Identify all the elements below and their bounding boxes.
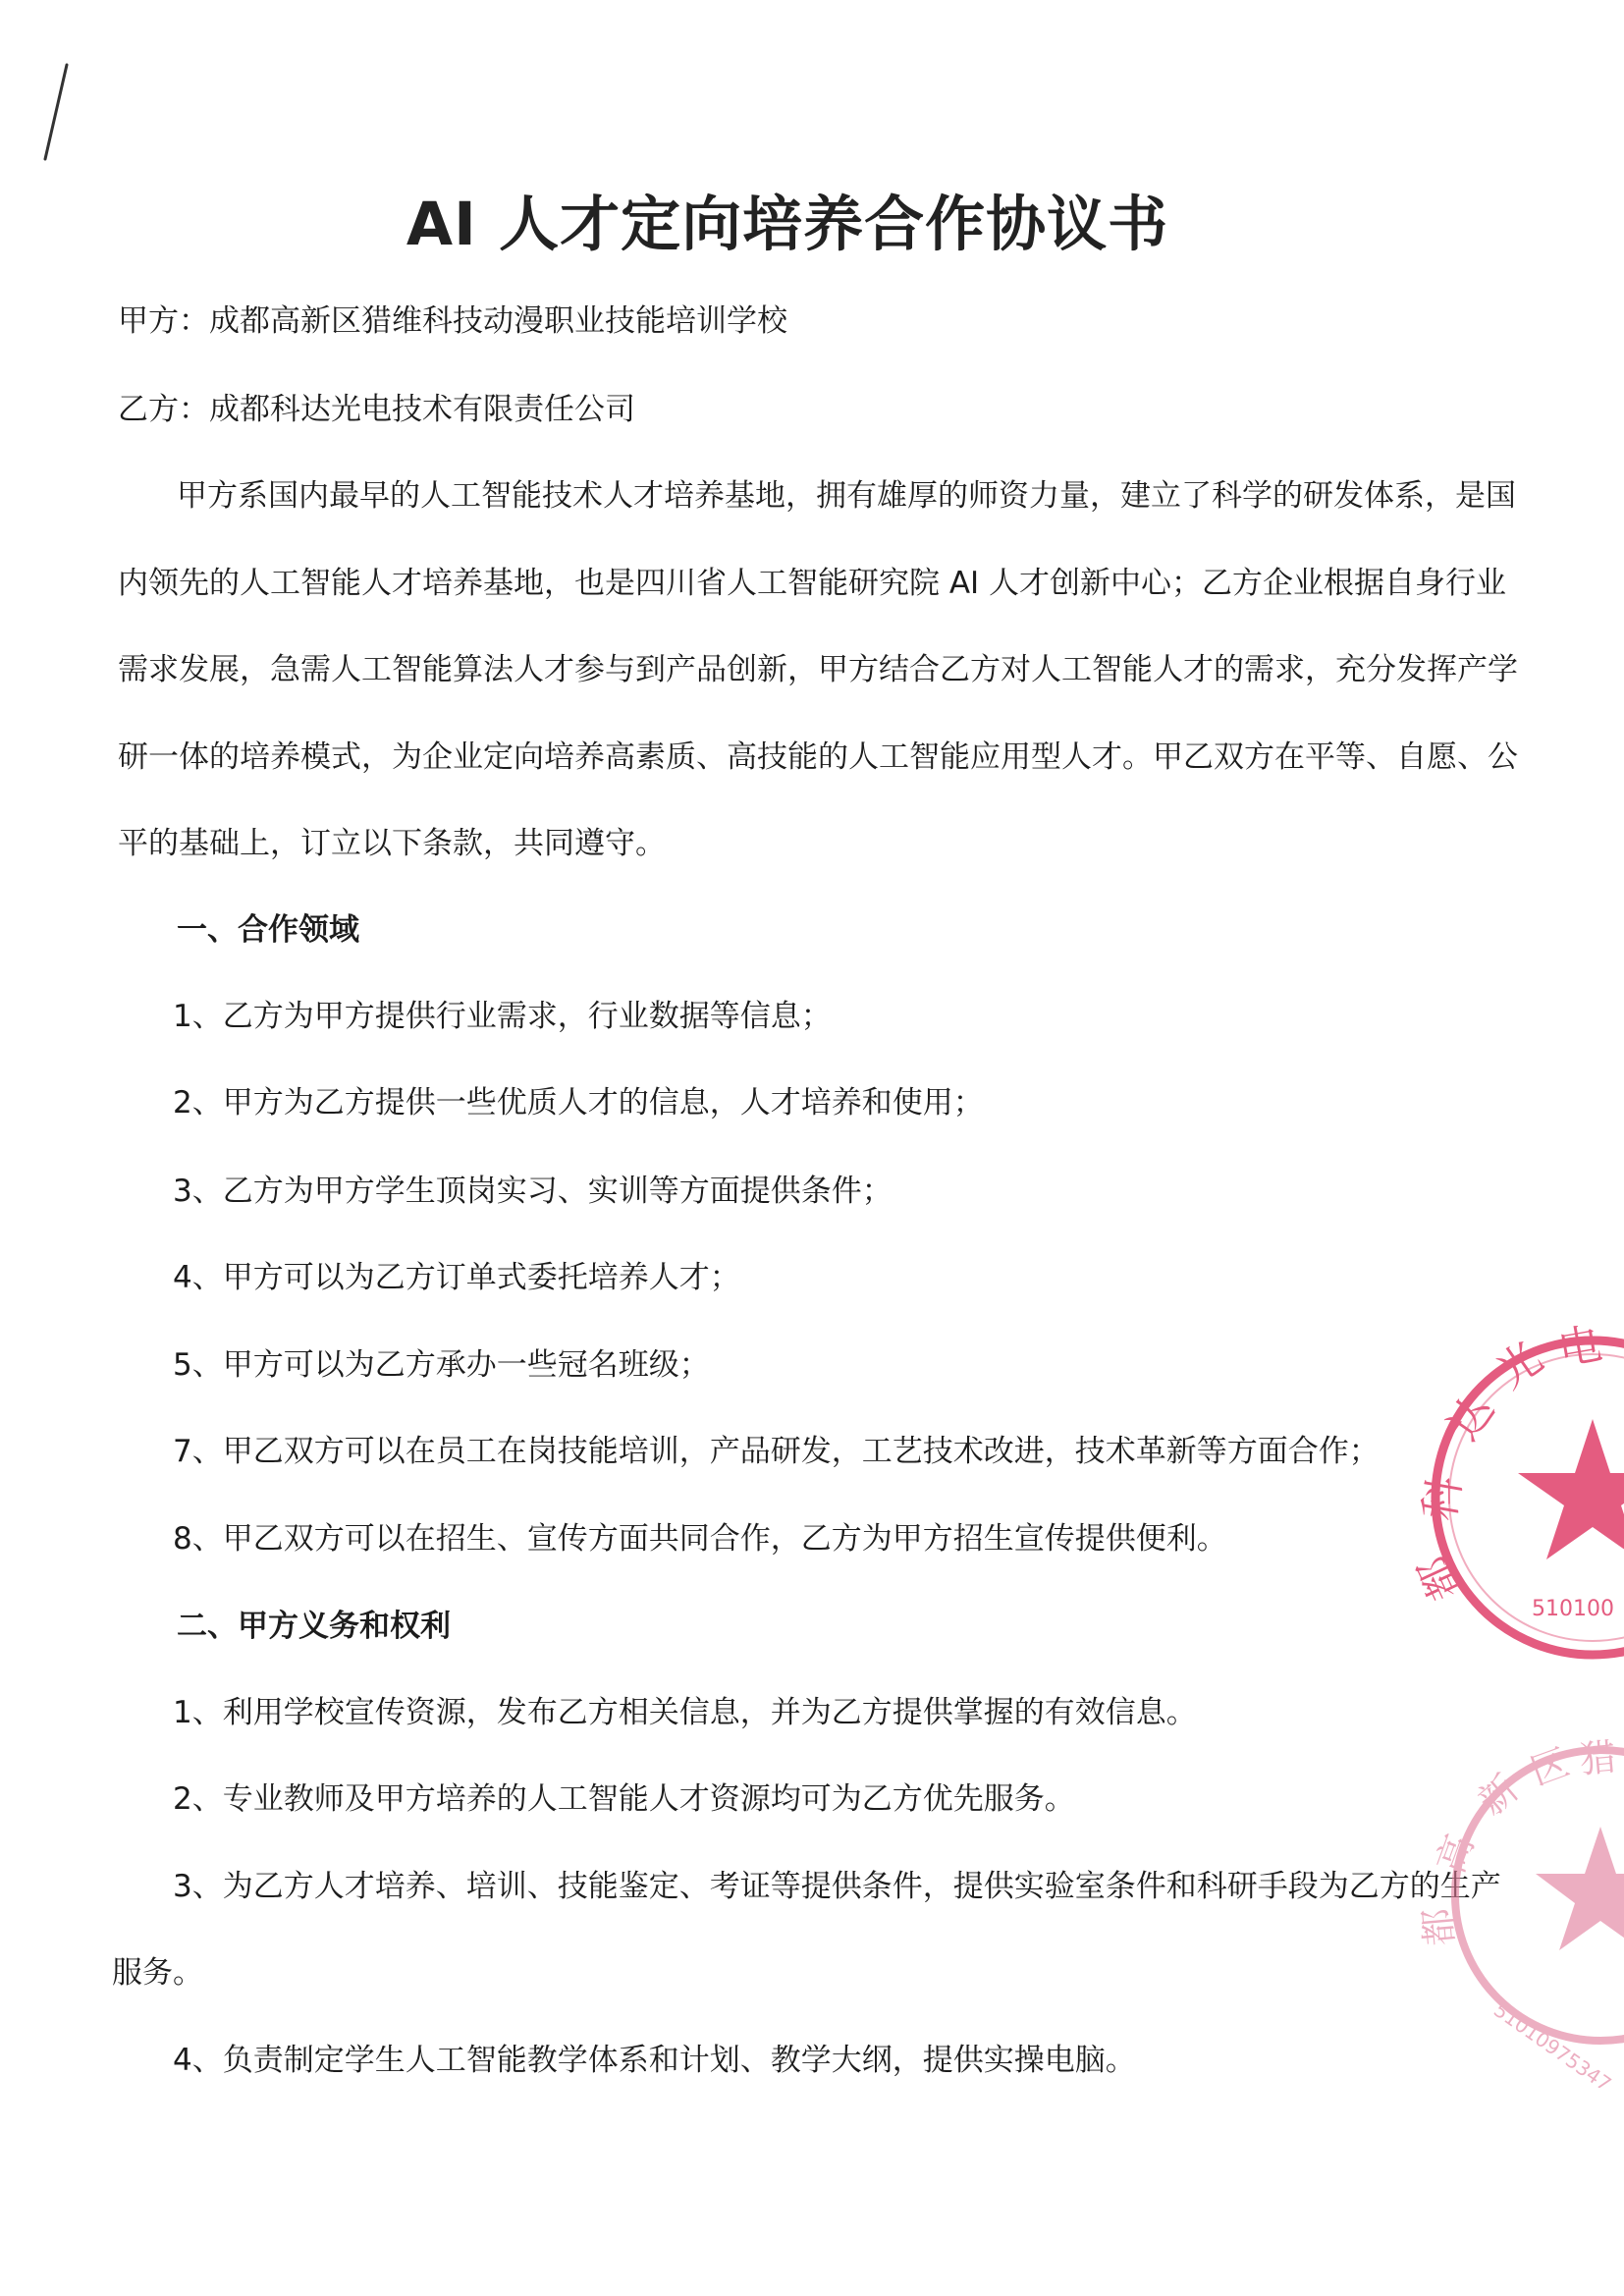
- section-heading-party-a-obligations: 二、甲方义务和权利: [177, 1609, 451, 1644]
- list-item: 5、甲方可以为乙方承办一些冠名班级；: [173, 1347, 710, 1383]
- company-seal-stamp: [1409, 1318, 1624, 1660]
- list-item: 8、甲乙双方可以在招生、宣传方面共同合作，乙方为甲方招生宣传提供便利。: [173, 1521, 1227, 1557]
- svg-text:电: 电: [1554, 1318, 1606, 1376]
- svg-text:都: 都: [1415, 1906, 1462, 1948]
- preamble-line: 需求发展，急需人工智能算法人才参与到产品创新，甲方结合乙方对人工智能人才的需求，充分发挥产学: [118, 652, 1518, 687]
- svg-text:科: 科: [1414, 1472, 1472, 1524]
- list-item: 1、利用学校宣传资源，发布乙方相关信息，并为乙方提供掌握的有效信息。: [173, 1695, 1197, 1730]
- svg-text:猎: 猎: [1577, 1734, 1619, 1781]
- list-item: 4、甲方可以为乙方订单式委托培养人才；: [173, 1260, 740, 1295]
- svg-text:51010975347: 51010975347: [1489, 1997, 1616, 2097]
- preamble-line: 内领先的人工智能人才培养基地，也是四川省人工智能研究院 AI 人才创新中心；乙方企业根据自身行业: [118, 566, 1507, 601]
- list-item: 1、乙方为甲方提供行业需求，行业数据等信息；: [173, 999, 832, 1034]
- list-item-continuation: 服务。: [112, 1955, 203, 1991]
- preamble-line: 研一体的培养模式，为企业定向培养高素质、高技能的人工智能应用型人才。甲乙双方在平等、自愿、公: [118, 739, 1518, 775]
- list-item: 7、甲乙双方可以在员工在岗技能培训，产品研发，工艺技术改进，技术革新等方面合作；: [173, 1434, 1380, 1469]
- list-item: 2、专业教师及甲方培养的人工智能人才资源均可为乙方优先服务。: [173, 1781, 1075, 1817]
- svg-text:达: 达: [1438, 1386, 1505, 1450]
- school-seal-stamp: [1415, 1734, 1624, 2097]
- preamble-line: 平的基础上，订立以下条款，共同遵守。: [118, 826, 666, 861]
- pen-stroke-mark: [37, 61, 77, 164]
- preamble-line: 甲方系国内最早的人工智能技术人才培养基地，拥有雄厚的师资力量，建立了科学的研发体系，是国: [177, 478, 1516, 514]
- svg-text:新: 新: [1470, 1766, 1527, 1824]
- svg-text:区: 区: [1525, 1740, 1575, 1794]
- list-item: 3、为乙方人才培养、培训、技能鉴定、考证等提供条件，提供实验室条件和科研手段为乙方的生产: [173, 1869, 1501, 1904]
- svg-text:光: 光: [1488, 1332, 1552, 1399]
- document-title: AI 人才定向培养合作协议书: [406, 190, 1169, 259]
- svg-text:都: 都: [1409, 1547, 1473, 1608]
- section-heading-cooperation: 一、合作领域: [177, 912, 359, 948]
- svg-text:高: 高: [1429, 1829, 1483, 1880]
- svg-text:510100: 510100: [1532, 1597, 1614, 1621]
- party-a-line: 甲方：成都高新区猎维科技动漫职业技能培训学校: [118, 303, 787, 339]
- list-item: 2、甲方为乙方提供一些优质人才的信息，人才培养和使用；: [173, 1085, 984, 1121]
- list-item: 4、负责制定学生人工智能教学体系和计划、教学大纲，提供实操电脑。: [173, 2043, 1136, 2078]
- list-item: 3、乙方为甲方学生顶岗实习、实训等方面提供条件；: [173, 1174, 893, 1209]
- party-b-line: 乙方：成都科达光电技术有限责任公司: [118, 392, 635, 427]
